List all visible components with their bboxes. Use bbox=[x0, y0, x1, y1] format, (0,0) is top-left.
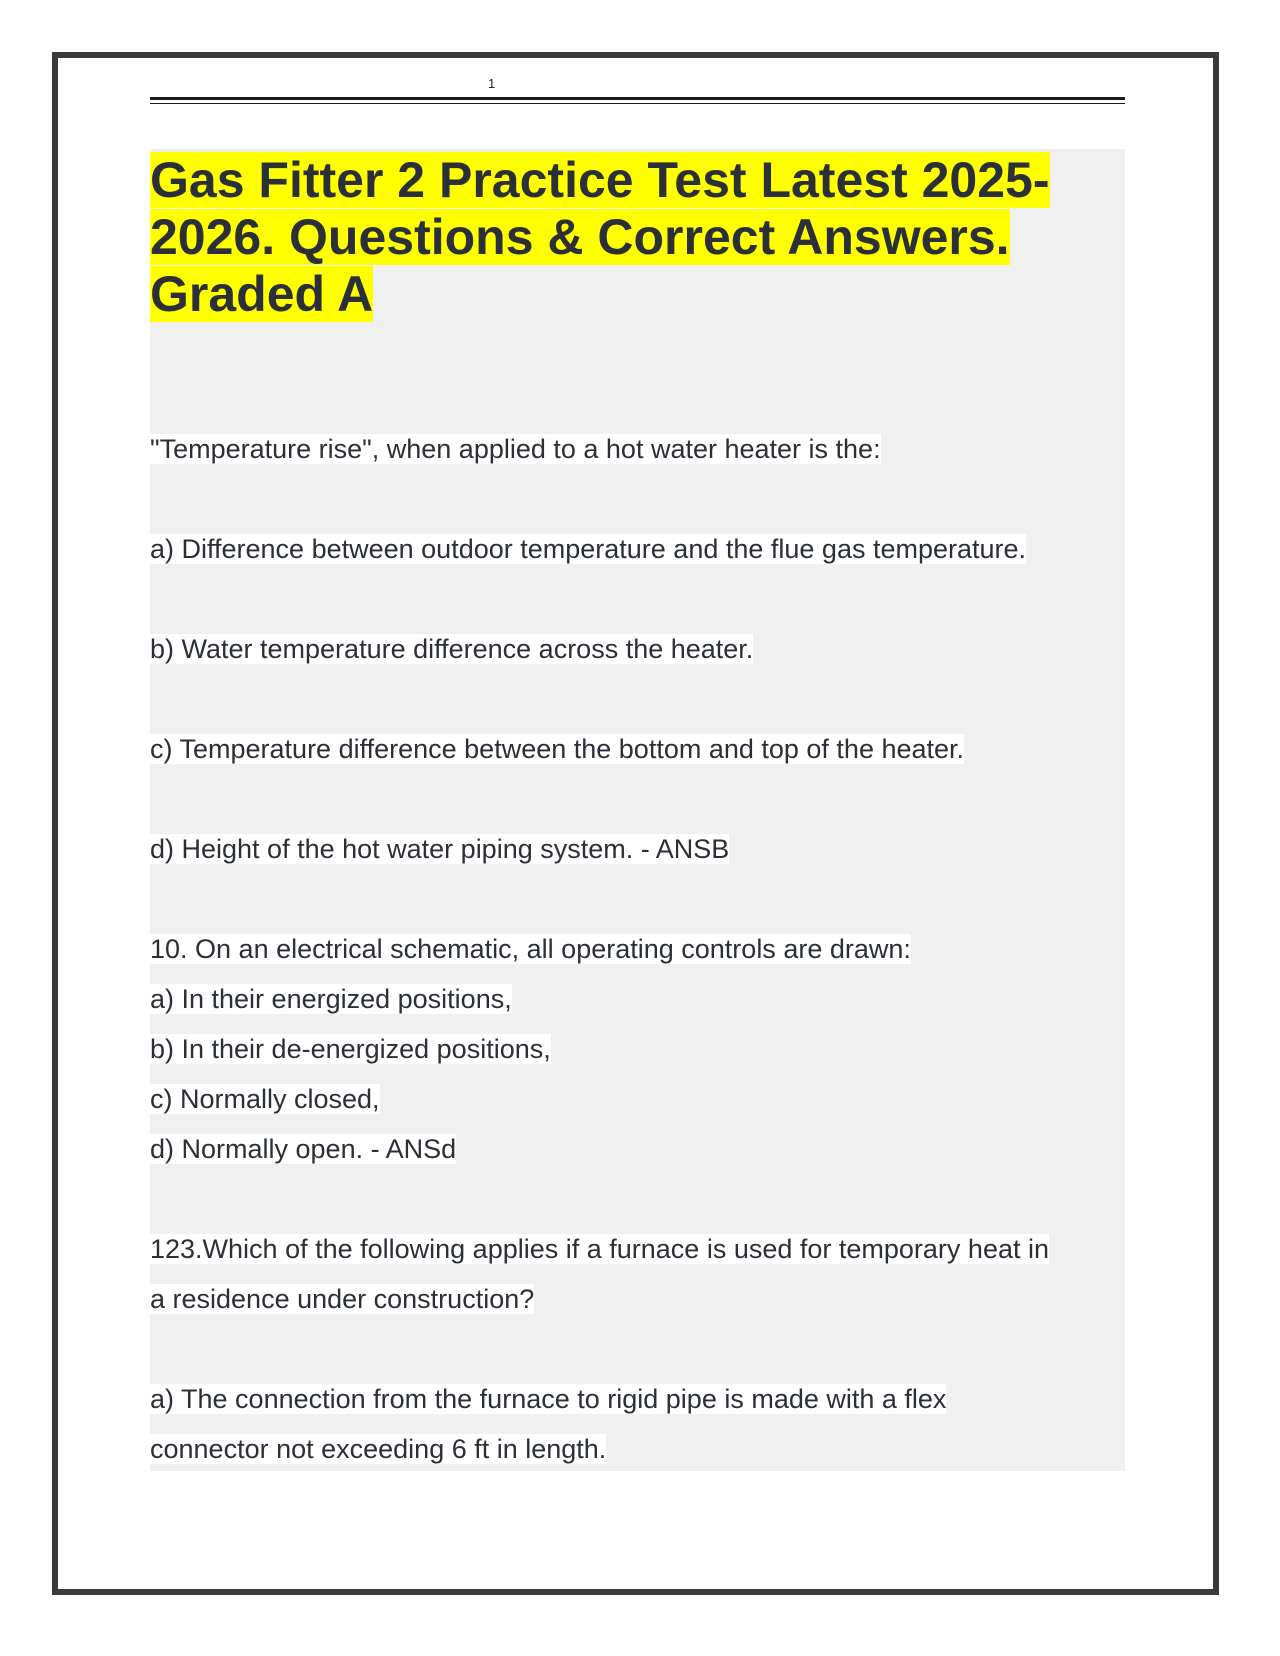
question-2-prompt bbox=[150, 924, 1125, 974]
spacer bbox=[150, 774, 1125, 824]
question-2-prompt-text: 10. On an electrical schematic, all operating controls are drawn: bbox=[150, 934, 911, 964]
question-3-option-a-line-1-text: a) The connection from the furnace to rigid pipe is made with a flex bbox=[150, 1384, 947, 1414]
question-2-option-d bbox=[150, 1124, 1125, 1174]
question-3-prompt-line-2-text: a residence under construction? bbox=[150, 1284, 535, 1314]
question-2-option-d-text: d) Normally open. - ANSd bbox=[150, 1134, 457, 1164]
question-1-prompt-text: "Temperature rise", when applied to a hot water heater is the: bbox=[150, 434, 881, 464]
spacer bbox=[150, 1174, 1125, 1224]
question-3-option-a-line-1 bbox=[150, 1374, 1125, 1424]
document-title bbox=[150, 149, 1125, 323]
spacer bbox=[150, 323, 1125, 424]
document-body bbox=[150, 149, 1125, 1474]
question-1-option-b-text: b) Water temperature difference across the heater. bbox=[150, 634, 754, 664]
question-1-option-d bbox=[150, 824, 1125, 874]
spacer bbox=[150, 574, 1125, 624]
question-3-option-a-line-2 bbox=[150, 1424, 1125, 1474]
question-3-prompt-line-1 bbox=[150, 1224, 1125, 1274]
question-1-option-c-text: c) Temperature difference between the bottom and top of the heater. bbox=[150, 734, 965, 764]
question-2-option-a bbox=[150, 974, 1125, 1024]
question-1-option-b bbox=[150, 624, 1125, 674]
question-3-prompt-line-1-text: 123.Which of the following applies if a furnace is used for temporary heat in bbox=[150, 1234, 1049, 1264]
page-number: 1 bbox=[488, 76, 496, 91]
document-title-text: Gas Fitter 2 Practice Test Latest 2025-2026. Questions & Correct Answers. Graded A bbox=[150, 152, 1050, 322]
question-1-option-a bbox=[150, 524, 1125, 574]
question-1-prompt bbox=[150, 424, 1125, 474]
spacer bbox=[150, 474, 1125, 524]
spacer bbox=[150, 674, 1125, 724]
question-2-option-b bbox=[150, 1024, 1125, 1074]
header-rule-thin bbox=[150, 103, 1125, 104]
question-2-option-c bbox=[150, 1074, 1125, 1124]
question-3-prompt-line-2 bbox=[150, 1274, 1125, 1324]
question-1-option-a-text: a) Difference between outdoor temperature and the flue gas temperature. bbox=[150, 534, 1027, 564]
question-2-option-a-text: a) In their energized positions, bbox=[150, 984, 512, 1014]
question-2-option-b-text: b) In their de-energized positions, bbox=[150, 1034, 551, 1064]
spacer bbox=[150, 1324, 1125, 1374]
question-2-option-c-text: c) Normally closed, bbox=[150, 1084, 380, 1114]
spacer bbox=[150, 874, 1125, 924]
header-rule-thick bbox=[150, 97, 1125, 100]
question-1-option-c bbox=[150, 724, 1125, 774]
question-1-option-d-text: d) Height of the hot water piping system. - ANSB bbox=[150, 834, 730, 864]
question-3-option-a-line-2-text: connector not exceeding 6 ft in length. bbox=[150, 1434, 607, 1464]
